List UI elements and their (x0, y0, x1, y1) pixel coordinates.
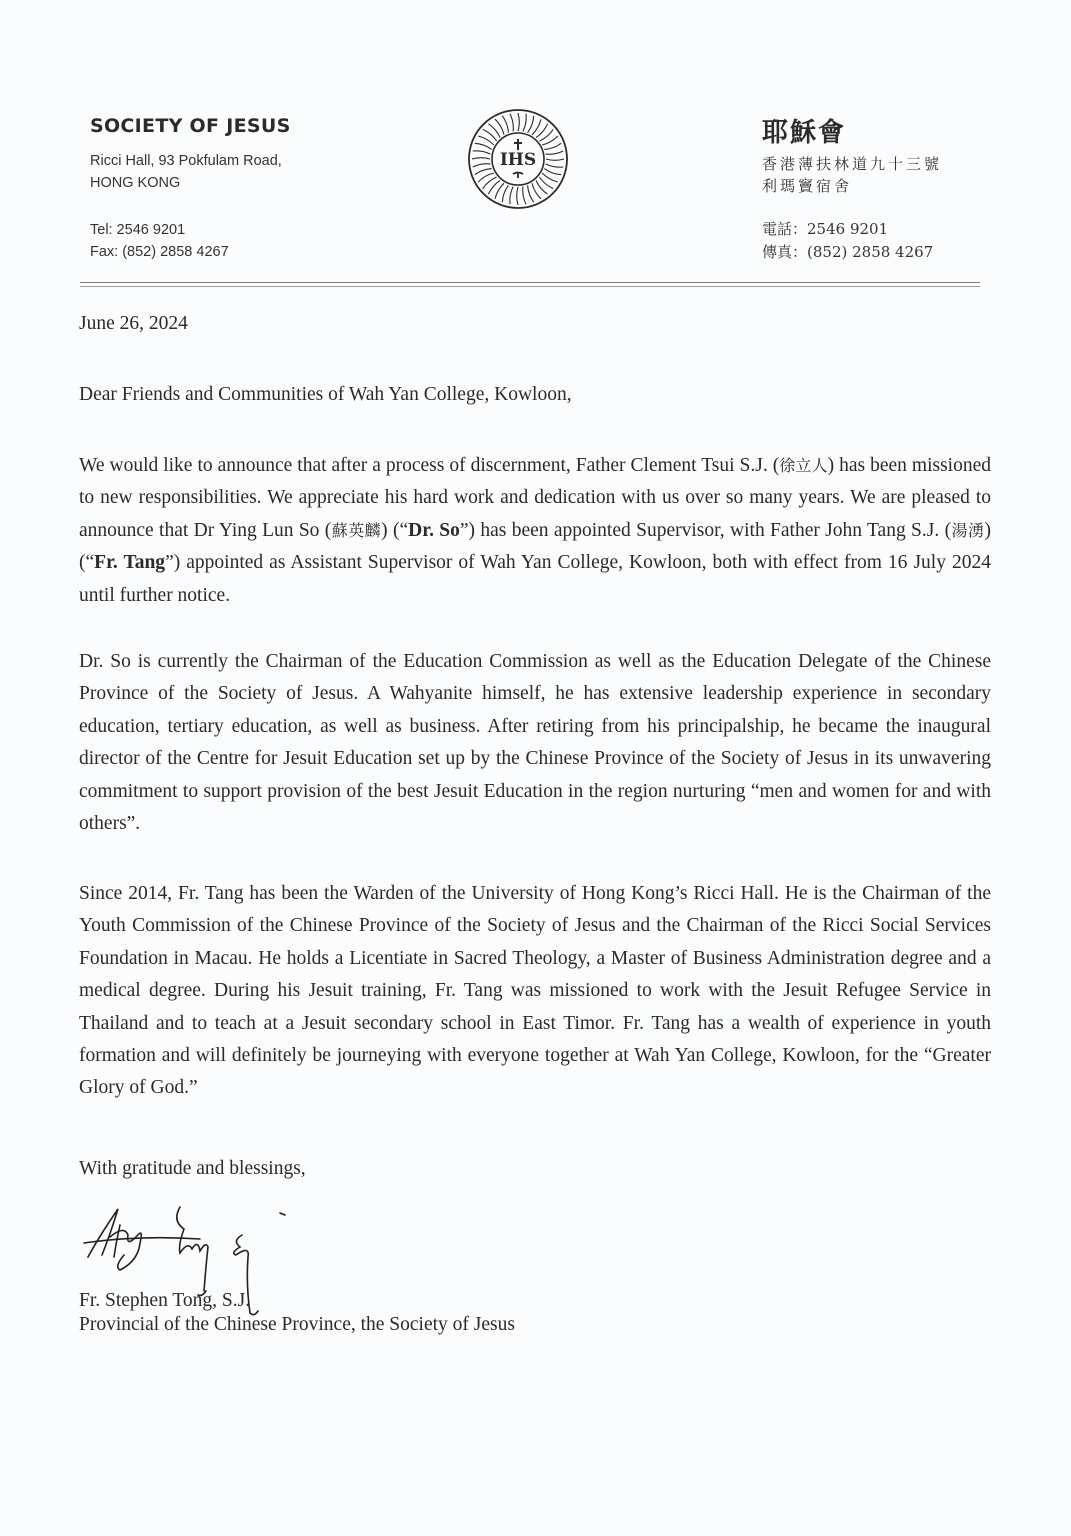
zh-telephone: 電話：2546 9201 (762, 220, 889, 238)
seal-ray (483, 129, 497, 141)
telephone: Tel: 2546 9201 (90, 222, 186, 238)
seal-text: IHS (499, 150, 537, 170)
fax: Fax: (852) 2858 4267 (90, 244, 229, 260)
seal-ray (517, 187, 518, 205)
seal-ray (510, 187, 513, 205)
chinese-name-so: 蘇英麟 (331, 520, 382, 540)
seal-ray (539, 177, 553, 189)
seal-ray (502, 185, 508, 202)
address-line-1: Ricci Hall, 93 Pokfulam Road, (90, 153, 282, 169)
seal-ray (528, 116, 534, 133)
seal-ray (532, 183, 541, 199)
signer-title: Provincial of the Chinese Province, the Society of Jesus (79, 1314, 515, 1335)
seal-ray (544, 143, 561, 149)
seal-ray (488, 180, 500, 194)
zh-fax: 傳真：(852) 2858 4267 (762, 243, 934, 261)
seal-ray (523, 187, 526, 205)
ihs-seal-icon (467, 108, 569, 210)
paragraph-dr-so: Dr. So is currently the Chairman of the Education Commission as well as the Education Delegate of the Chinese Province of the Society of Jesus. A Wahyanite himself, he has extensive leadership experience in secondary education, tertiary education, as well as business. After retiring from his principalship, he became the inaugural director of the Centre for Jesuit Education set up by the Chinese Province of the Society of Jesus in its unwavering commitment to support provision of the best Jesuit Education in the region nurturing “men and women for and with others”. (79, 651, 991, 835)
zh-address-line-2: 利瑪竇宿舍 (762, 177, 853, 195)
organization-name: SOCIETY OF JESUS (90, 115, 291, 137)
seal-ray (472, 158, 490, 159)
organization-name-chinese: 耶穌會 (762, 118, 847, 148)
organization-address-chinese (762, 153, 942, 197)
signer-name: Fr. Stephen Tong, S.J. (79, 1290, 251, 1311)
salutation: Dear Friends and Communities of Wah Yan College, Kowloon, (79, 384, 572, 405)
seal-ray (546, 151, 564, 154)
text-run: ) (“ (79, 519, 991, 574)
chinese-name-tang: 湯湧 (951, 520, 985, 540)
letterhead-divider-secondary (80, 286, 980, 287)
seal-ray (536, 180, 548, 194)
seal-ray (523, 114, 526, 132)
text-run: ”) appointed as Assistant Supervisor of Wah Yan College, Kowloon, both with effect from 16 July 2024 until further notice. (79, 552, 991, 606)
closing: With gratitude and blessings, (79, 1158, 306, 1179)
seal-ray (475, 169, 492, 175)
seal-ray (546, 164, 564, 167)
paragraph-fr-tang: Since 2014, Fr. Tang has been the Warden of the University of Hong Kong’s Ricci Hall. He is the Chairman of the Youth Commission of the Chinese Province of the Society of Jesus and the Chairman of the Ricci Social Services Foundation in Macau. He holds a Licentiate in Sacred Theology, a Master of Business Administration degree and a medical degree. During his Jesuit training, Fr. Tang was missioned to work with the Jesuit Refugee Service in Thailand and to teach at a Jesuit secondary school in East Timor. Fr. Tang has a wealth of experience in youth formation and will definitely be journeying with everyone together at Wah Yan College, Kowloon, for the “Greater Glory of God.” (79, 883, 991, 1099)
seal-ray (536, 124, 548, 138)
seal-ray (539, 129, 553, 141)
seal-ray (495, 119, 504, 135)
seal-ray (544, 169, 561, 175)
organization-address (90, 150, 282, 194)
organization-contact-chinese (762, 218, 933, 264)
seal-ray (510, 114, 513, 132)
seal-ray (475, 143, 492, 149)
bold-dr-so: Dr. So (408, 519, 460, 541)
text-run: ) has been missioned to new responsibilities. We appreciate his hard work and dedication with us over so many years. We are pleased to announce that Dr Ying Lun So ( (79, 455, 991, 541)
bold-fr-tang: Fr. Tang (94, 552, 166, 574)
seal-ray (483, 177, 497, 189)
letterhead-divider (80, 282, 980, 283)
text-run: ”) has been appointed Supervisor, with Father John Tang S.J. ( (459, 519, 952, 541)
seal-ray (546, 159, 564, 160)
seal-ray (518, 113, 519, 131)
address-line-2: HONG KONG (90, 175, 181, 191)
seal-ray (478, 173, 494, 182)
text-run: ) (“ (381, 519, 409, 541)
seal-ray (502, 116, 508, 133)
seal-ray (528, 185, 534, 202)
paragraph-announcement (79, 450, 991, 612)
seal-ray (473, 164, 491, 167)
seal-ray (488, 124, 500, 138)
letter-date: June 26, 2024 (79, 313, 188, 334)
seal-ray (473, 151, 491, 154)
seal-ray (542, 136, 558, 145)
text-run: We would like to announce that after a process of discernment, Father Clement Tsui S.J. ( (79, 455, 780, 476)
organization-contact (90, 219, 229, 263)
zh-address-line-1: 香港薄扶林道九十三號 (762, 155, 943, 173)
chinese-name-tsui: 徐立人 (779, 456, 828, 475)
